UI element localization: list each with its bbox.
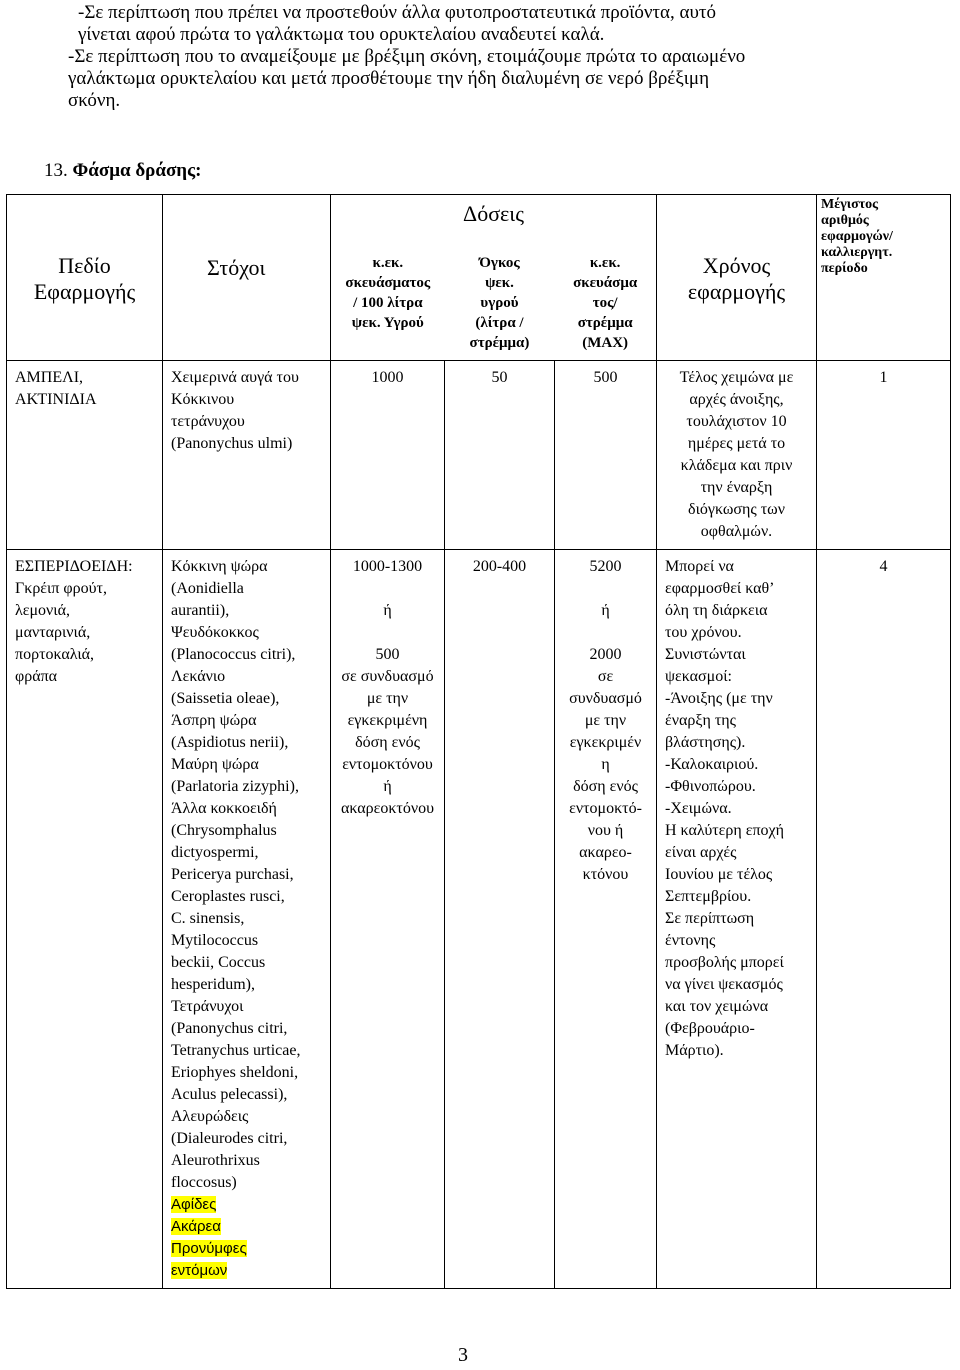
time-line: Μπορεί να <box>665 558 734 575</box>
field-line: φράπα <box>15 668 58 685</box>
time-line: Σεπτεμβρίου. <box>665 888 752 905</box>
table-row <box>7 550 951 1289</box>
time-line: τουλάχιστον 10 <box>686 413 787 430</box>
intro-line: γαλάκτωμα ορυκτελαίου και μετά προσθέτουμε την ήδη διαλυμένη σε νερό βρέξιμη <box>68 68 710 89</box>
intro-line: -Σε περίπτωση που πρέπει να προστεθούν άλλα φυτοπροστατευτικά προϊόντα, αυτό <box>78 2 716 23</box>
section-heading <box>44 160 201 182</box>
dose-line: εγκεκριμένη <box>347 712 428 729</box>
target-line: (Saissetia oleae), <box>171 690 280 707</box>
target-line: Κόκκινη ψώρα <box>171 558 268 575</box>
header-line: κ.εκ. <box>589 255 621 271</box>
dose-line: νου ή <box>587 822 624 839</box>
header-dose-max <box>554 253 656 353</box>
time-line: όλη τη διάρκεια <box>665 602 768 619</box>
time-line: -Καλοκαιριού. <box>665 756 759 773</box>
header-line: Όγκος <box>479 255 520 271</box>
header-time <box>657 195 817 361</box>
dose-line: δόση ενός <box>355 734 420 751</box>
dose-line: 50 <box>491 369 508 386</box>
dose-line: 200-400 <box>472 558 527 575</box>
time-line: οφθαλμών. <box>700 523 773 540</box>
cell-dose-max <box>555 550 657 1289</box>
dose-line: εγκεκριμέν <box>569 734 642 751</box>
header-row <box>7 195 951 361</box>
time-line: Μάρτιο). <box>665 1042 724 1059</box>
dose-line: 500 <box>593 369 618 386</box>
time-line: βλάστησης). <box>665 734 746 751</box>
header-line: στρέμμα) <box>469 335 530 351</box>
header-doses-sub <box>331 253 656 353</box>
dose-line <box>563 578 648 600</box>
cell-spray-volume <box>445 550 555 1289</box>
target-line: (Dialeurodes citri, <box>171 1130 288 1147</box>
cell-field <box>7 550 163 1289</box>
targets-highlighted <box>171 1194 322 1282</box>
header-line: (MAX) <box>582 335 629 351</box>
cell-time <box>657 550 817 1289</box>
header-max <box>817 195 951 361</box>
section-number: 13. <box>44 160 68 181</box>
header-max-line: εφαρμογών/ <box>821 229 893 244</box>
dose-line: κτόνου <box>582 866 629 883</box>
header-time-line: εφαρμογής <box>687 279 786 304</box>
dose-line: ή <box>383 602 392 619</box>
header-spray-volume <box>445 253 555 353</box>
field-line: Γκρέιπ φρούτ, <box>15 580 107 597</box>
time-line: εφαρμοσθεί καθ’ <box>665 580 775 597</box>
dose-line: δόση ενός <box>573 778 638 795</box>
dose-line: ακαρεοκτόνου <box>340 800 435 817</box>
time-line: έναρξη της <box>665 712 736 729</box>
dose-line <box>563 622 648 644</box>
dose-line: ή <box>601 602 610 619</box>
target-line: (Parlatoria zizyphi), <box>171 778 299 795</box>
header-line: τος/ <box>592 295 618 311</box>
cell-field <box>7 361 163 550</box>
dose-line: εντομοκτόνου <box>342 756 433 773</box>
time-line: Ιουνίου με τέλος <box>665 866 773 883</box>
time-line: και τον χειμώνα <box>665 998 769 1015</box>
header-line: (λίτρα / <box>475 315 524 331</box>
cell-time <box>657 361 817 550</box>
header-line: σκευάσμα <box>573 275 638 291</box>
target-line: Tetranychus urticae, <box>171 1042 301 1059</box>
field-line: λεμονιά, <box>15 602 70 619</box>
cell-dose-max <box>555 361 657 550</box>
field-line: ΑΚΤΙΝΙΔΙΑ <box>15 391 97 408</box>
intro-paragraph <box>68 2 898 112</box>
target-line: dictyospermi, <box>171 844 259 861</box>
target-line: Χειμερινά αυγά του <box>171 369 299 386</box>
target-line: Άσπρη ψώρα <box>171 712 257 729</box>
target-line: hesperidum), <box>171 976 255 993</box>
target-line: (Aonidiella <box>171 580 244 597</box>
target-highlight-line: Ακάρεα <box>171 1218 221 1235</box>
target-line: Μαύρη ψώρα <box>171 756 259 773</box>
dose-line: με την <box>366 690 409 707</box>
header-line: ψεκ. Υγρού <box>351 315 424 331</box>
target-line: Mytilococcus <box>171 932 259 949</box>
header-dose-per-100l <box>331 253 445 353</box>
time-line: Σε περίπτωση <box>665 910 755 927</box>
intro-line: σκόνη. <box>68 90 121 111</box>
header-targets-label: Στόχοι <box>207 255 266 280</box>
dose-line: ακαρεο- <box>579 844 632 861</box>
target-line: Ceroplastes rusci, <box>171 888 285 905</box>
target-line: aurantii), <box>171 602 230 619</box>
intro-line: -Σε περίπτωση που το αναμείξουμε με βρέξιμη σκόνη, ετοιμάζουμε πρώτα το αραιωμένο <box>68 46 746 67</box>
header-max-line: Μέγιστος <box>821 197 879 212</box>
cell-max: 4 <box>817 550 951 1289</box>
header-doses <box>331 195 657 361</box>
target-line: τετράνυχου <box>171 413 245 430</box>
target-line: (Aspidiotus nerii), <box>171 734 289 751</box>
target-line: (Planococcus citri), <box>171 646 296 663</box>
field-line: ΕΣΠΕΡΙΔΟΕΙΔΗ: <box>15 558 133 575</box>
header-line: / 100 λίτρα <box>353 295 423 311</box>
time-line: αρχές άνοιξης, <box>689 391 784 408</box>
header-line: υγρού <box>480 295 519 311</box>
targets-list <box>171 556 322 1194</box>
cell-dose-per-100l <box>331 550 445 1289</box>
field-line: ΑΜΠΕΛΙ, <box>15 369 84 386</box>
target-line: beckii, Coccus <box>171 954 266 971</box>
target-highlight-line: Αφίδες <box>171 1196 217 1213</box>
target-line: Τετράνυχοι <box>171 998 244 1015</box>
dose-line: σε συνδυασμό <box>341 668 434 685</box>
time-line: Τέλος χειμώνα με <box>679 369 794 386</box>
header-time-line: Χρόνος <box>702 253 771 278</box>
page-number: 3 <box>458 1344 468 1366</box>
header-line: σκευάσματος <box>345 275 431 291</box>
field-line: μανταρινιά, <box>15 624 91 641</box>
header-line: ψεκ. <box>485 275 514 291</box>
spectrum-table <box>6 194 951 1289</box>
time-line: -Χειμώνα. <box>665 800 732 817</box>
section-title: Φάσμα δράσης: <box>72 160 202 181</box>
dose-line: 2000 <box>589 646 622 663</box>
cell-spray-volume <box>445 361 555 550</box>
target-line: Aculus pelecassi), <box>171 1086 288 1103</box>
target-line: C. sinensis, <box>171 910 245 927</box>
dose-line <box>339 622 436 644</box>
header-line: στρέμμα <box>577 315 633 331</box>
target-line: Aleurothrixus <box>171 1152 260 1169</box>
time-line: -Φθινοπώρου. <box>665 778 756 795</box>
intro-line: γίνεται αφού πρώτα το γαλάκτωμα του ορυκτελαίου αναδευτεί καλά. <box>78 24 605 45</box>
target-line: Κόκκινου <box>171 391 235 408</box>
target-line: Ψευδόκοκκος <box>171 624 259 641</box>
cell-targets <box>163 550 331 1289</box>
time-line: ψεκασμοί: <box>665 668 732 685</box>
dose-line: 5200 <box>589 558 622 575</box>
dose-line: ή <box>383 778 392 795</box>
target-line: Αλευρώδεις <box>171 1108 249 1125</box>
dose-line: η <box>601 756 610 773</box>
time-line: Συνιστώνται <box>665 646 746 663</box>
target-line: (Panonychus ulmi) <box>171 435 293 452</box>
time-line: -Άνοιξης (με την <box>665 690 773 707</box>
dose-line <box>339 578 436 600</box>
header-targets <box>163 195 331 361</box>
target-line: floccosus) <box>171 1174 237 1191</box>
dose-line: σε <box>597 668 614 685</box>
dose-line: εντομοκτό- <box>569 800 642 817</box>
time-line: του χρόνου. <box>665 624 742 641</box>
time-line: είναι αρχές <box>665 844 737 861</box>
time-line: κλάδεμα και πριν <box>680 457 793 474</box>
time-line: διόγκωσης των <box>688 501 785 518</box>
target-line: Άλλα κοκκοειδή <box>171 800 277 817</box>
time-line: προσβολής μπορεί <box>665 954 784 971</box>
time-line: έντονης <box>665 932 716 949</box>
table-row <box>7 361 951 550</box>
time-line: Η καλύτερη εποχή <box>665 822 785 839</box>
header-field-line: Πεδίο <box>58 253 111 278</box>
target-line: (Chrysomphalus <box>171 822 277 839</box>
header-doses-title: Δόσεις <box>463 201 524 226</box>
dose-line: 1000-1300 <box>352 558 423 575</box>
dose-line: 500 <box>375 646 400 663</box>
target-highlight-line: εντόμων <box>171 1262 228 1279</box>
target-highlight-line: Προνύμφες <box>171 1240 247 1257</box>
cell-max: 1 <box>817 361 951 550</box>
time-line: την έναρξη <box>700 479 773 496</box>
dose-line: με την <box>584 712 627 729</box>
cell-dose-per-100l <box>331 361 445 550</box>
target-line: (Panonychus citri, <box>171 1020 288 1037</box>
header-field-line: Εφαρμογής <box>33 279 136 304</box>
header-line: κ.εκ. <box>372 255 404 271</box>
dose-line: 1000 <box>371 369 404 386</box>
time-line: να γίνει ψεκασμός <box>665 976 783 993</box>
time-line: (Φεβρουάριο- <box>665 1020 755 1037</box>
time-line: ημέρες μετά το <box>687 435 786 452</box>
target-line: Eriophyes sheldoni, <box>171 1064 299 1081</box>
target-line: Pericerya purchasi, <box>171 866 294 883</box>
target-line: Λεκάνιο <box>171 668 226 685</box>
dose-line: συνδυασμό <box>569 690 642 707</box>
header-max-line: καλλιεργητ. <box>821 245 893 260</box>
cell-targets <box>163 361 331 550</box>
field-line: πορτοκαλιά, <box>15 646 95 663</box>
header-field <box>7 195 163 361</box>
header-max-line: αριθμός <box>821 213 869 228</box>
header-max-line: περίοδο <box>821 261 868 276</box>
